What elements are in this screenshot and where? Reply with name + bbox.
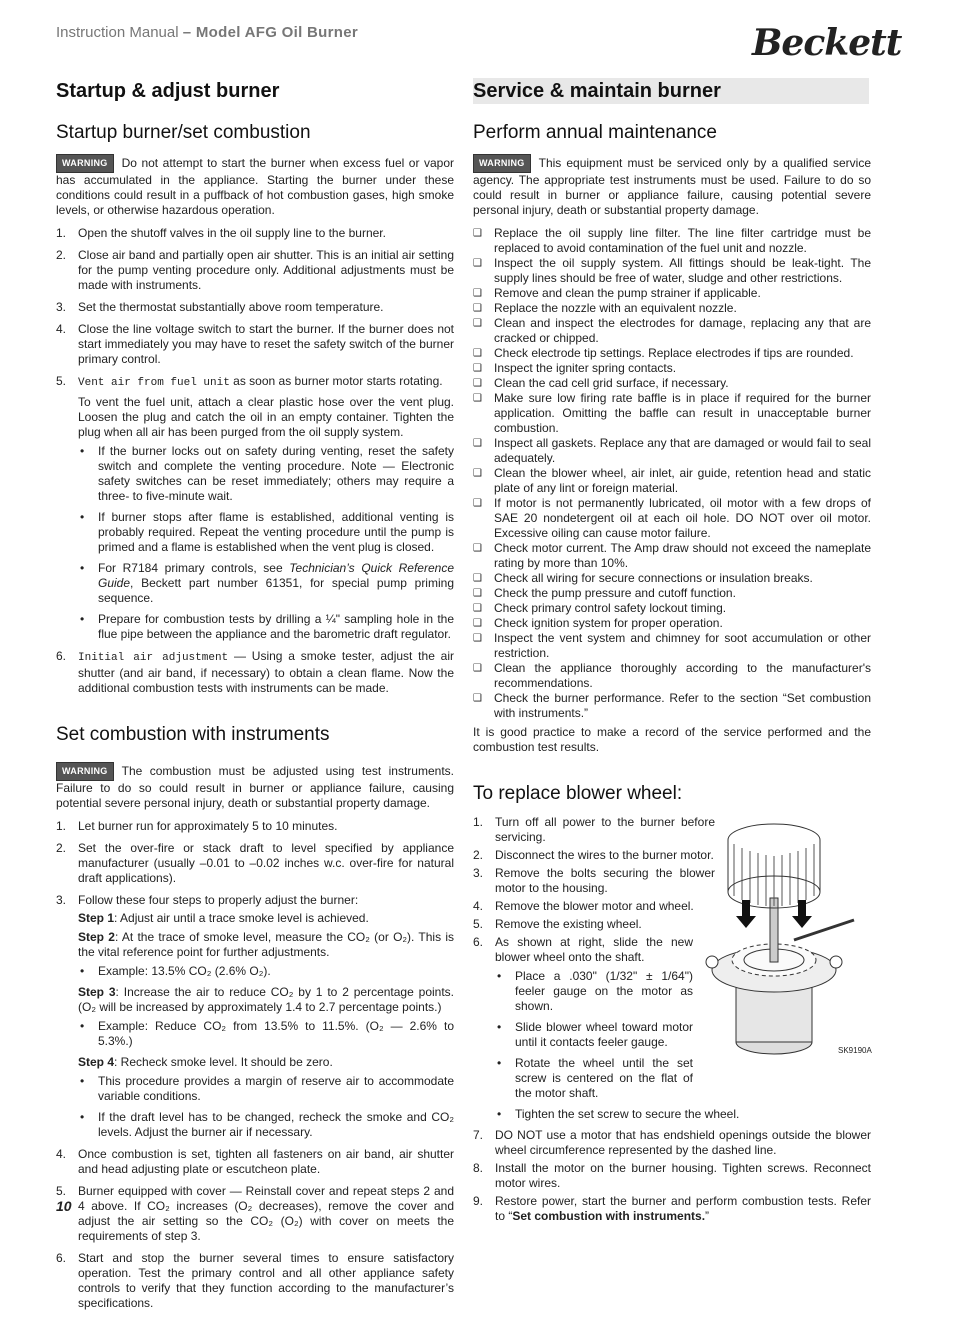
checklist-item: ❑ Check electrode tip settings. Replace electrodes if tips are rounded. [473,346,871,361]
list-item: 5. Remove the existing wheel. [473,917,642,931]
subhead-blower: To replace blower wheel: [473,783,683,804]
list-item: 6. Initial air adjustment — Using a smoke tester, adjust the air shutter (and air band, if necessary) to obtain a clean flame. Now the additional combustion tests with instruments can be made. [56,649,455,695]
checklist-item: ❑ Replace the oil supply line filter. The line filter cartridge must be replaced to avoid contamination of the fuel unit and nozzle. [473,226,871,256]
checklist-item: ❑ Check primary control safety lockout timing. [473,601,871,616]
list-item: 6. Start and stop the burner several times to ensure satisfactory operation. Test the primary control and all other appliance safety controls to verify that they function according to the manufacturer’s specifications. [56,1251,454,1310]
adjust-step-3: Step 3: Increase the air to reduce CO₂ by 1 to 2 percentage points. (O₂ will be increased by approximately 1.4 to 2.7 percentage points.) [78,985,454,1014]
subhead-combustion: Set combustion with instruments [56,724,330,745]
list-item: • Example: 13.5% CO₂ (2.6% O₂). [78,964,454,979]
list-item: 2. Disconnect the wires to the burner motor. [473,848,714,862]
warning-text: Do not attempt to start the burner when excess fuel or vapor has accumulated in the appliance. Starting the burner under these conditions could result in a puffback of hot combustion gases, high smoke levels, or otherwise hazardous operation. [56,156,454,217]
startup-steps [56,226,454,696]
list-item: 3. Remove the bolts securing the blower motor to the housing. [473,866,715,895]
list-item: • Example: Reduce CO₂ from 13.5% to 11.5%. (O₂ — 2.6% to 5.3%.) [78,1019,454,1049]
warning-badge: WARNING [56,154,114,173]
adjust-step-1: Step 1: Adjust air until a trace smoke level is achieved. [78,911,369,925]
warning-paragraph [56,154,454,218]
list-item: • This procedure provides a margin of reserve air to accommodate variable conditions. [78,1074,454,1104]
list-item: 3. Set the thermostat substantially above room temperature. [56,300,384,314]
list-item: • Place a .030" (1/32" ± 1/64") feeler gauge on the motor as shown. [495,969,693,1014]
page-number: 10 [56,1198,72,1214]
checklist-item: ❑ Check ignition system for proper operation. [473,616,871,631]
header-model: – Model AFG Oil Burner [182,24,358,41]
list-item: • Prepare for combustion tests by drilling a ¼" sampling hole in the flue pipe between the appliance and the barometric draft regulator. [78,612,454,642]
checklist-item: ❑ Inspect the igniter spring contacts. [473,361,871,376]
checklist-item: ❑ Make sure low firing rate baffle is in place if required for the burner application. Omitting the baffle can result in unacceptable burner combustion. [473,391,871,436]
list-item: 6. As shown at right, slide the new blower wheel onto the shaft. • Place a .030" (1/32" ± 1/64") feeler gauge on the motor as shown. • Slide blower wheel toward motor until it contacts feeler gauge. • Rotate the wheel until the set screw is centered on the flat of the motor shaft. • Tighten the set screw to secure the wheel. [473,935,871,1122]
list-item: 1. Turn off all power to the burner before servicing. [473,815,715,844]
subhead-maintenance: Perform annual maintenance [473,122,717,143]
adjust-step-2: Step 2: At the trace of smoke level, measure the CO₂ (or O₂). This is the vital reference point for further adjustments. [78,930,455,959]
list-item: 4. Remove the blower motor and wheel. [473,899,694,913]
list-item: 8. Install the motor on the burner housing. Tighten screws. Reconnect motor wires. [473,1161,871,1190]
left-column [56,78,454,1318]
list-item: • If the burner locks out on safety during venting, reset the safety switch and complete the venting procedure. Note — Electronic safety switches can be reset immediately; others may require a three- to five-minute wait. [78,444,454,504]
warning-badge: WARNING [56,762,114,781]
header-prefix: Instruction Manual [56,24,179,41]
warning-text: This equipment must be serviced only by a qualified service agency. The appropriate test instruments must be used. Failure to do so could result in burner or appliance failure, causing potential severe personal injury, death or substantial property damage. [473,156,871,217]
checklist-item: ❑ Clean and inspect the electrodes for damage, replacing any that are cracked or chipped. [473,316,871,346]
beckett-logo: Beckett [752,22,902,64]
checklist-item: ❑ Inspect all gaskets. Replace any that are damaged or would fail to seal adequately. [473,436,871,466]
warning-badge: WARNING [473,154,531,173]
list-item: 1. Open the shutoff valves in the oil supply line to the burner. [56,226,386,240]
list-item: 5. Vent air from fuel unit as soon as burner motor starts rotating. To vent the fuel unit, attach a clear plastic hose over the vent plug. Loosen the plug and catch the oil in an empty container. Tighten the plug when all air has been purged from the oil supply system. • If the burner locks out on safety during venting, reset the safety switch and complete the venting procedure. Note — Electronic safety switches can be reset immediately; others may require a three- to five-minute wait. • If burner stops after flame is established, additional venting is probably required. Repeat the venting procedure until the pump is primed and a flame is established when the vent plug is closed. • For R7184 primary controls, see Technician’s Quick Reference Guide, Beckett part number 61351, for special pump priming sequence. • Prepare for combustion tests by drilling a ¼" sampling hole in the flue pipe between the appliance and the barometric draft regulator. [56,374,454,642]
list-item: 9. Restore power, start the burner and perform combustion tests. Refer to “Set combustion with instruments.” [473,1194,871,1223]
checklist-item: ❑ Clean the blower wheel, air inlet, air guide, retention head and static plate of any lint or foreign material. [473,466,871,496]
list-item: 4. Close the line voltage switch to start the burner. If the burner does not start immediately you may have to reset the safety switch of the burner primary control. [56,322,454,366]
running-header [56,24,358,41]
checklist-item: ❑ Check motor current. The Amp draw should not exceed the nameplate rating by more than 10%. [473,541,871,571]
list-item: 1. Let burner run for approximately 5 to 10 minutes. [56,819,338,833]
checklist-item: ❑ Clean the cad cell grid surface, if necessary. [473,376,871,391]
checklist-item: ❑ Check all wiring for secure connections or insulation breaks. [473,571,871,586]
checklist-item: ❑ Remove and clean the pump strainer if applicable. [473,286,871,301]
list-item: • Slide blower wheel toward motor until it contacts feeler gauge. [495,1020,693,1050]
list-item: • Rotate the wheel until the set screw is centered on the flat of the motor shaft. [495,1056,693,1101]
checklist-item: ❑ If motor is not permanently lubricated, oil motor with a few drops of SAE 20 nondetergent oil at each oil hole. DO NOT over oil motor. Excessive oiling can cause motor failure. [473,496,871,541]
warning-text: The combustion must be adjusted using test instruments. Failure to do so could result in burner or appliance failure, causing potential severe personal injury, death or substantial property damage. [56,764,454,810]
list-item: 7. DO NOT use a motor that has endshield openings outside the blower wheel circumference represented by the dashed line. [473,1128,871,1157]
vent-bullets [78,444,454,642]
list-item: 5. Burner equipped with cover — Reinstall cover and repeat steps 2 and 4 above. If CO₂ increases (O₂ decreases), remove the cover and adjust the air setting so the CO₂ (O₂) with cover on meets the requirements of step 3. [56,1184,454,1243]
section-title-service: Service & maintain burner [473,78,869,104]
checklist-item: ❑ Check the burner performance. Refer to the section “Set combustion with instruments.” [473,691,871,721]
list-item: • Tighten the set screw to secure the wheel. [495,1107,871,1122]
checklist-item: ❑ Clean the appliance thoroughly according to the manufacturer's recommendations. [473,661,871,691]
warning-paragraph [473,154,871,218]
list-item: 3. Follow these four steps to properly adjust the burner: Step 1: Adjust air until a trace smoke level is achieved. Step 2: At the trace of smoke level, measure the CO₂ (or O₂). This is the vital reference point for further adjustments. • Example: 13.5% CO₂ (2.6% O₂). Step 3: Increase the air to reduce CO₂ by 1 to 2 percentage points. (O₂ will be increased by approximately 1.4 to 2.7 percentage points.) • Example: Reduce CO₂ from 13.5% to 11.5%. (O₂ — 2.6% to 5.3%.) Step 4: Recheck smoke level. It should be zero. • This procedure provides a margin of reserve air to accommodate variable conditions. • If the draft level has to be changed, recheck the smoke and CO₂ levels. Adjust the burner air if necessary. [56,893,454,1140]
warning-paragraph [56,762,454,811]
adjust-step-4: Step 4: Recheck smoke level. It should be zero. [78,1055,333,1069]
list-item: 2. Set the over-fire or stack draft to level specified by appliance manufacturer (usually –0.01 to –0.02 inches w.c. over-fire for natural draft applications). [56,841,454,885]
combustion-steps [56,819,454,1311]
vent-paragraph: To vent the fuel unit, attach a clear plastic hose over the vent plug. Loosen the plug and catch the oil in an empty container. Tighten the plug when all air has been purged from the oil supply system. [78,395,454,439]
maintenance-checklist [473,226,871,721]
section-title-startup: Startup & adjust burner [56,80,280,102]
list-item: 4. Once combustion is set, tighten all fasteners on air band, air shutter and head adjusting plate or escutcheon plate. [56,1147,454,1176]
figure-code: SK9190A [838,1046,872,1055]
blower-wheel-illustration [704,810,874,1070]
subhead-startup: Startup burner/set combustion [56,122,311,143]
list-item: 2. Close air band and partially open air shutter. This is an initial air setting for the pump venting procedure only. Additional adjustments must be made with instruments. [56,248,454,292]
practice-note: It is good practice to make a record of the service performed and the combustion test results. [473,725,871,754]
checklist-item: ❑ Inspect the oil supply system. All fittings should be leak-tight. The supply lines should be free of water, sludge and other restrictions. [473,256,871,286]
list-item: • If the draft level has to be changed, recheck the smoke and CO₂ levels. Adjust the burner air if necessary. [78,1110,454,1140]
checklist-item: ❑ Inspect the vent system and chimney for soot accumulation or other restriction. [473,631,871,661]
list-item: • If burner stops after flame is established, additional venting is probably required. Repeat the venting procedure until the pump is primed and a flame is established when the vent plug is closed. [78,510,454,555]
list-item: • For R7184 primary controls, see Technician’s Quick Reference Guide, Beckett part number 61351, for special pump priming sequence. [78,561,454,606]
checklist-item: ❑ Replace the nozzle with an equivalent nozzle. [473,301,871,316]
checklist-item: ❑ Check the pump pressure and cutoff function. [473,586,871,601]
